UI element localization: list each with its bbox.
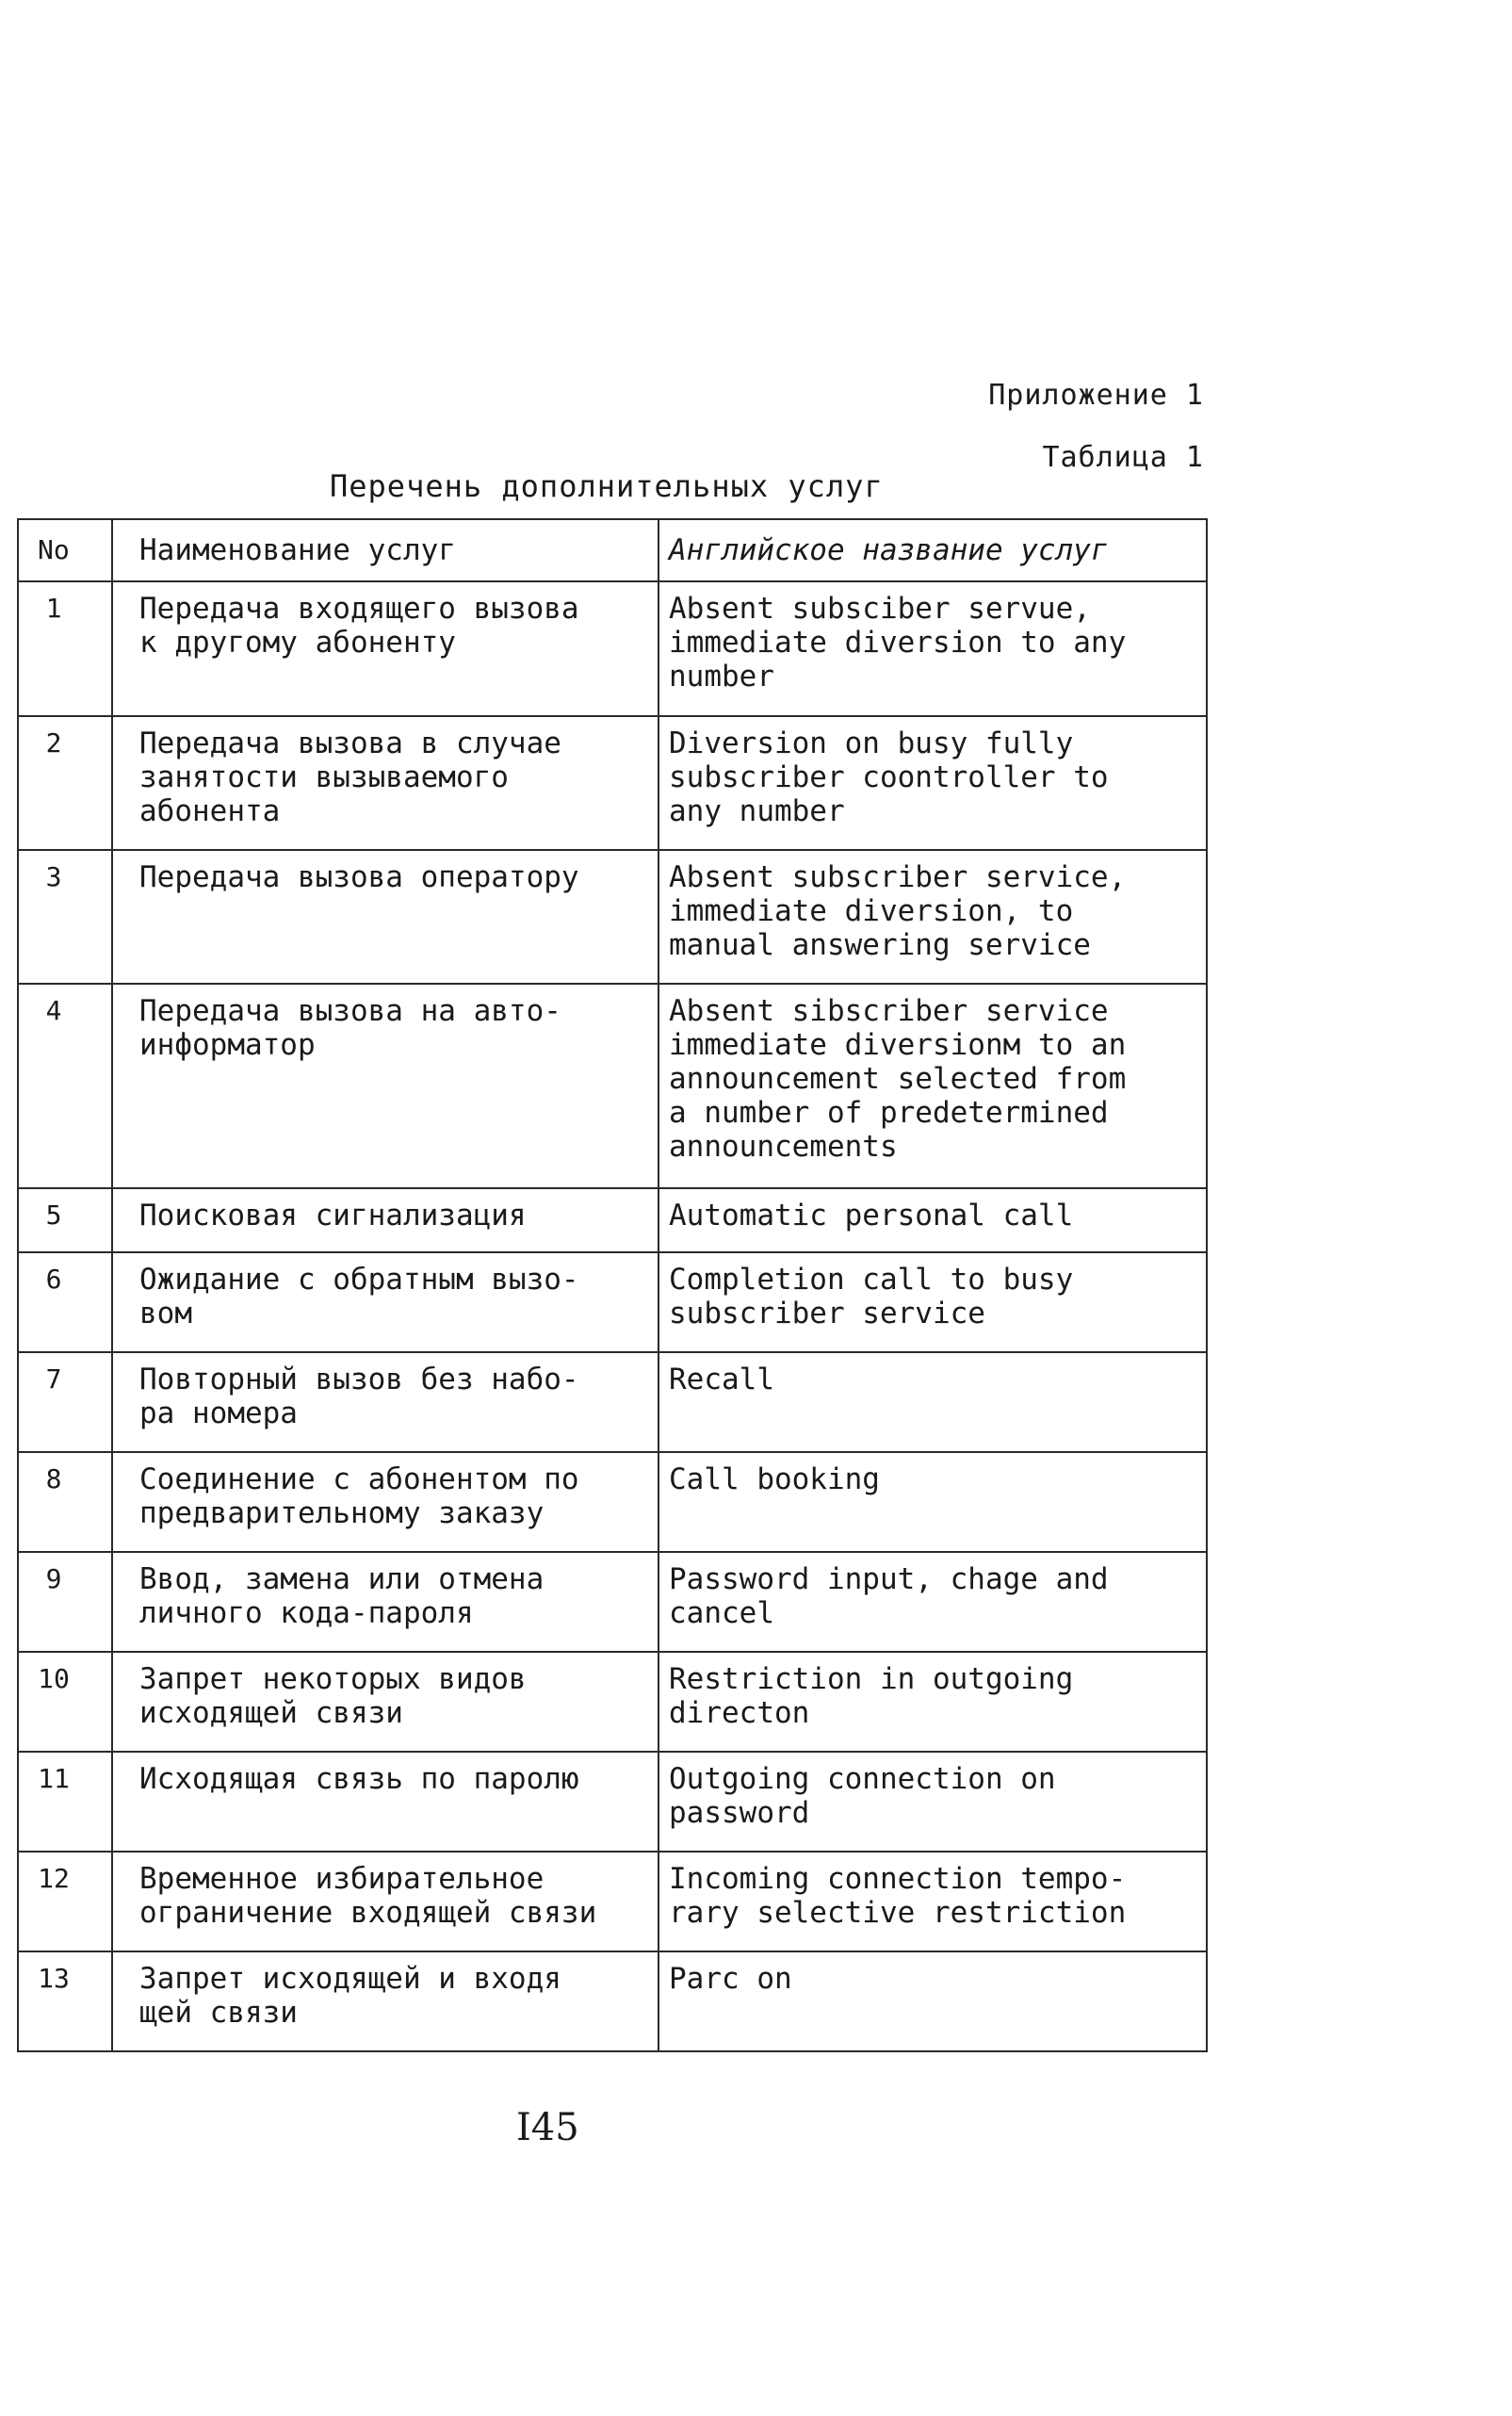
table-row [18,1188,1207,1252]
table-row [18,581,1207,716]
service-name-en: Password input, chage and cancel [658,1552,1207,1652]
column-header-english-name: Английское название услуг [658,519,1207,581]
service-name-en: Parc on [658,1951,1207,2051]
service-name-ru: Ожидание с обратным вызо- вом [112,1252,658,1352]
service-name-ru: Запрет исходящей и входя щей связи [112,1951,658,2051]
services-table [17,518,1208,2052]
service-name-en: Completion call to busy subscriber service [658,1252,1207,1352]
service-name-en: Call booking [658,1452,1207,1552]
table-row [18,1252,1207,1352]
table-row [18,1552,1207,1652]
page-number: I45 [516,2106,579,2149]
service-name-ru: Исходящая связь по паролю [112,1752,658,1852]
service-name-ru: Ввод, замена или отмена личного кода-пароля [112,1552,658,1652]
service-name-ru: Передача вызова в случае занятости вызываемого абонента [112,716,658,850]
row-number: 2 [18,716,112,850]
row-number: 11 [18,1752,112,1852]
service-name-ru: Запрет некоторых видов исходящей связи [112,1652,658,1752]
row-number: 6 [18,1252,112,1352]
service-name-ru: Передача вызова оператору [112,850,658,984]
column-header-russian-name: Наименование услуг [112,519,658,581]
row-number: 7 [18,1352,112,1452]
table-row [18,716,1207,850]
service-name-en: Absent sibscriber service immediate diversionм to an announcement selected from a number of predetermined announcements [658,984,1207,1188]
row-number: 3 [18,850,112,984]
table-header-row [18,519,1207,581]
table-row [18,1652,1207,1752]
row-number: 5 [18,1188,112,1252]
service-name-ru: Соединение с абонентом по предварительному заказу [112,1452,658,1552]
service-name-en: Recall [658,1352,1207,1452]
row-number: 13 [18,1951,112,2051]
services-table-container [17,518,1206,2052]
table-row [18,1752,1207,1852]
service-name-en: Restriction in outgoing directon [658,1652,1207,1752]
row-number: 10 [18,1652,112,1752]
table-row [18,850,1207,984]
table-row [18,984,1207,1188]
table-row [18,1951,1207,2051]
service-name-ru: Временное избирательное ограничение входящей связи [112,1852,658,1951]
table-row [18,1352,1207,1452]
service-name-en: Outgoing connection on password [658,1752,1207,1852]
service-name-en: Absent subscriber service, immediate diversion, to manual answering service [658,850,1207,984]
appendix-label: Приложение 1 [988,379,1204,412]
table-number-label: Таблица 1 [1042,441,1204,474]
row-number: 8 [18,1452,112,1552]
page-title: Перечень дополнительных услуг [330,468,884,504]
service-name-ru: Поисковая сигнализация [112,1188,658,1252]
row-number: 9 [18,1552,112,1652]
table-row [18,1852,1207,1951]
table-row [18,1452,1207,1552]
service-name-en: Diversion on busy fully subscriber coontroller to any number [658,716,1207,850]
column-header-number: No [18,519,112,581]
service-name-ru: Передача вызова на авто- информатор [112,984,658,1188]
row-number: 4 [18,984,112,1188]
service-name-en: Incoming connection tempo- rary selective restriction [658,1852,1207,1951]
service-name-en: Automatic personal call [658,1188,1207,1252]
service-name-ru: Повторный вызов без набо- ра номера [112,1352,658,1452]
service-name-en: Absent subsciber servue, immediate diversion to any number [658,581,1207,716]
row-number: 12 [18,1852,112,1951]
service-name-ru: Передача входящего вызова к другому абоненту [112,581,658,716]
row-number: 1 [18,581,112,716]
